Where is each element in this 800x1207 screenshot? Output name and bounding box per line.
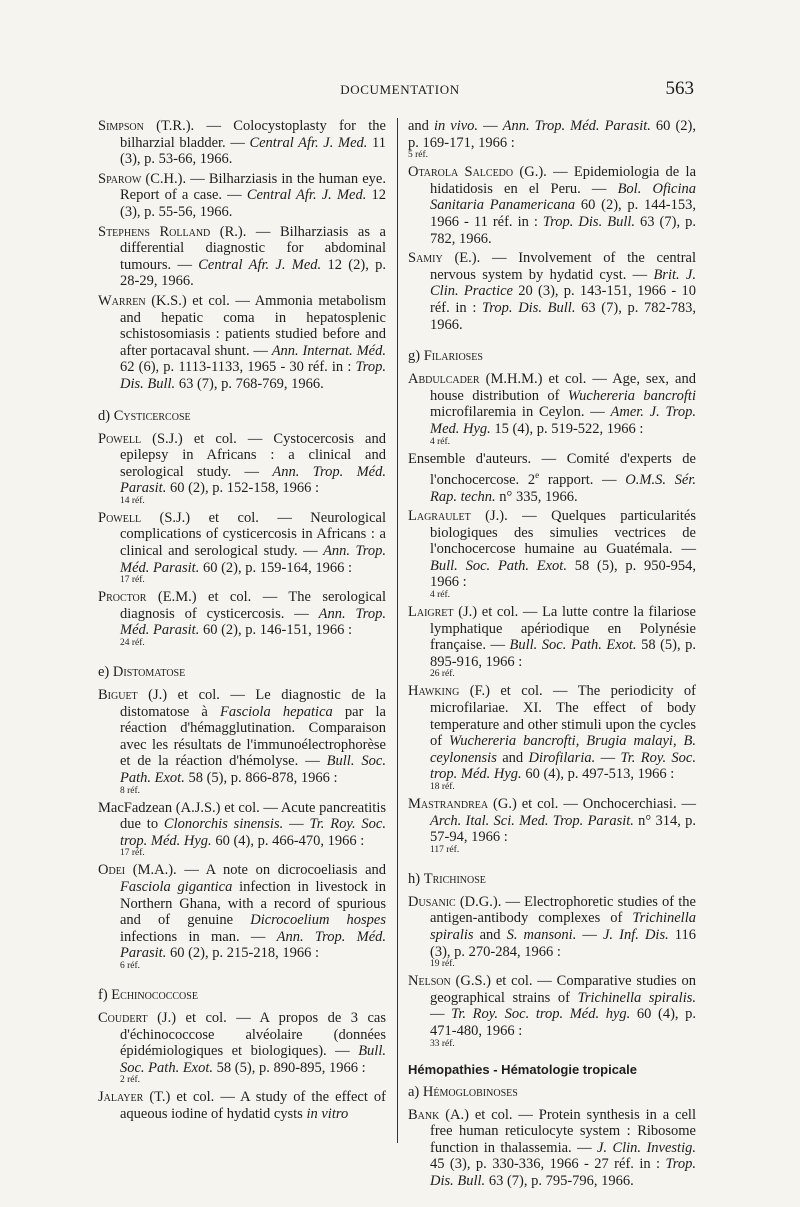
citation-entry: Lagraulet (J.). — Quelques particularités biologiques des simulies vectrices de l'onchocercose humaine au Guatémala. — Bull. Soc. Path. Exot. 58 (5), p. 950-954, 1966 : 4 réf.	[408, 508, 696, 601]
section-heading: g) Filarioses	[408, 348, 483, 365]
citation-entry: Laigret (J.) et col. — La lutte contre la filariose lymphatique apériodique en Polynésie française. — Bull. Soc. Path. Exot. 58 (5), p. 895-916, 1966 : 26 réf.	[408, 604, 696, 680]
major-heading: Hémopathies - Hématologie tropicale	[408, 1061, 637, 1077]
citation-entry: Biguet (J.) et col. — Le diagnostic de la distomatose à Fasciola hepatica par la réaction d'hémagglutination. Comparaison avec les résultats de l'immunoélectrophorèse et de la réaction d'hémolyse. — Bull. Soc. Path. Exot. 58 (5), p. 866-878, 1966 : 8 réf.	[98, 687, 386, 796]
citation-entry: Sparow (C.H.). — Bilharziasis in the human eye. Report of a case. — Central Afr. J. Med. 12 (3), p. 55-56, 1966.	[98, 170, 386, 220]
section-heading: e) Distomatose	[98, 664, 186, 681]
citation-entry: MacFadzean (A.J.S.) et col. — Acute pancreatitis due to Clonorchis sinensis. — Tr. Roy. Soc. trop. Méd. Hyg. 60 (4), p. 466-470, 1966 : 17 réf.	[98, 799, 386, 859]
citation-entry: Hawking (F.) et col. — The periodicity of microfilariae. XI. The effect of body temperature and other stimuli upon the cycles of Wuchereria bancrofti, Brugia malayi, B. ceylonensis and Dirofilaria. — Tr. Roy. Soc. trop. Méd. Hyg. 60 (4), p. 497-513, 1966 : 18 réf.	[408, 683, 696, 793]
citation-entry: Jalayer (T.) et col. — A study of the effect of aqueous iodine of hydatid cysts in vitro	[98, 1089, 386, 1122]
citation-entry: Proctor (E.M.) et col. — The serological diagnosis of cysticercosis. — Ann. Trop. Méd. Parasit. 60 (2), p. 146-151, 1966 : 24 réf.	[98, 589, 386, 649]
citation-entry: Bank (A.) et col. — Protein synthesis in a cell free human reticulocyte system : Ribosome function in thalassemia. — J. Clin. Investig. 45 (3), p. 330-336, 1966 - 27 réf. in : Trop. Dis. Bull. 63 (7), p. 795-796, 1966.	[408, 1106, 696, 1189]
citation-entry: Nelson (G.S.) et col. — Comparative studies on geographical strains of Trichinella spiralis. — Tr. Roy. Soc. trop. Méd. hyg. 60 (4), p. 471-480, 1966 : 33 réf.	[408, 973, 697, 1049]
running-title: DOCUMENTATION	[340, 82, 460, 97]
citation-entry: Warren (K.S.) et col. — Ammonia metabolism and hepatic coma in hepatosplenic schistosomiasis : patients studied before and after portacaval shunt. — Ann. Internat. Méd. 62 (6), p. 1113-1133, 1965 - 30 réf. in : Trop. Dis. Bull. 63 (7), p. 768-769, 1966.	[98, 292, 386, 392]
column-divider	[397, 118, 398, 1143]
page-number: 563	[665, 78, 694, 99]
citation-entry: Coudert (J.) et col. — A propos de 3 cas d'échinococcose alvéolaire (données épidémiologiques et biologiques). — Bull. Soc. Path. Exot. 58 (5), p. 890-895, 1966 : 2 réf.	[98, 1009, 386, 1086]
right-column	[408, 118, 696, 1193]
citation-entry: Abdulcader (M.H.M.) et col. — Age, sex, and house distribution of Wuchereria bancrofti microfilaremia in Ceylon. — Amer. J. Trop. Med. Hyg. 15 (4), p. 519-522, 1966 : 4 réf.	[408, 371, 696, 447]
citation-entry: Ensemble d'auteurs. — Comité d'experts de l'onchocercose. 2e rapport. — O.M.S. Sér. Rap. techn. n° 335, 1966.	[408, 450, 696, 505]
citation-entry: Mastrandrea (G.) et col. — Onchocerchiasi. — Arch. Ital. Sci. Med. Trop. Parasit. n° 314, p. 57-94, 1966 : 117 réf.	[408, 796, 696, 855]
citation-entry: Stephens Rolland (R.). — Bilharziasis as a differential diagnostic for abdominal tumours. — Central Afr. J. Med. 12 (2), p. 28-29, 1966.	[98, 223, 386, 290]
citation-entry: Simpson (T.R.). — Colocystoplasty for the bilharzial bladder. — Central Afr. J. Med. 11 (3), p. 53-66, 1966.	[98, 118, 386, 168]
citation-entry-continued: and in vivo. — Ann. Trop. Méd. Parasit. 60 (2), p. 169-171, 1966 : 5 réf.	[408, 118, 696, 161]
citation-entry: Powell (S.J.) et col. — Cystocercosis and epilepsy in Africans : a clinical and serological study. — Ann. Trop. Méd. Parasit. 60 (2), p. 152-158, 1966 : 14 réf.	[98, 430, 386, 506]
section-heading: h) Trichinose	[408, 870, 486, 887]
citation-entry: Powell (S.J.) et col. — Neurological complications of cysticercosis in Africans : a clinical and serological study. — Ann. Trop. Méd. Parasit. 60 (2), p. 159-164, 1966 : 17 réf.	[98, 509, 387, 586]
citation-entry: Otarola Salcedo (G.). — Epidemiologia de la hidatidosis en el Peru. — Bol. Oficina Sanitaria Panamericana 60 (2), p. 144-153, 1966 - 11 réf. in : Trop. Dis. Bull. 63 (7), p. 782, 1966.	[408, 164, 696, 247]
page-header	[0, 80, 800, 104]
section-heading: a) Hémoglobinoses	[408, 1083, 518, 1100]
section-heading: f) Echinococcose	[98, 986, 198, 1003]
left-column	[98, 118, 386, 1126]
citation-entry: Samiy (E.). — Involvement of the central nervous system by hydatid cyst. — Brit. J. Clin. Practice 20 (3), p. 143-151, 1966 - 10 réf. in : Trop. Dis. Bull. 63 (7), p. 782-783, 1966.	[408, 250, 696, 333]
citation-entry: Odei (M.A.). — A note on dicrocoeliasis and Fasciola gigantica infection in livestock in Northern Ghana, with a record of spurious and of genuine Dicrocoelium hospes infections in man. — Ann. Trop. Méd. Parasit. 60 (2), p. 215-218, 1966 : 6 réf.	[98, 862, 387, 971]
section-heading: d) Cysticercose	[98, 407, 191, 424]
citation-entry: Dusanic (D.G.). — Electrophoretic studies of the antigen-antibody complexes of Trichinella spiralis and S. mansoni. — J. Inf. Dis. 116 (3), p. 270-284, 1966 : 19 réf.	[408, 893, 697, 970]
